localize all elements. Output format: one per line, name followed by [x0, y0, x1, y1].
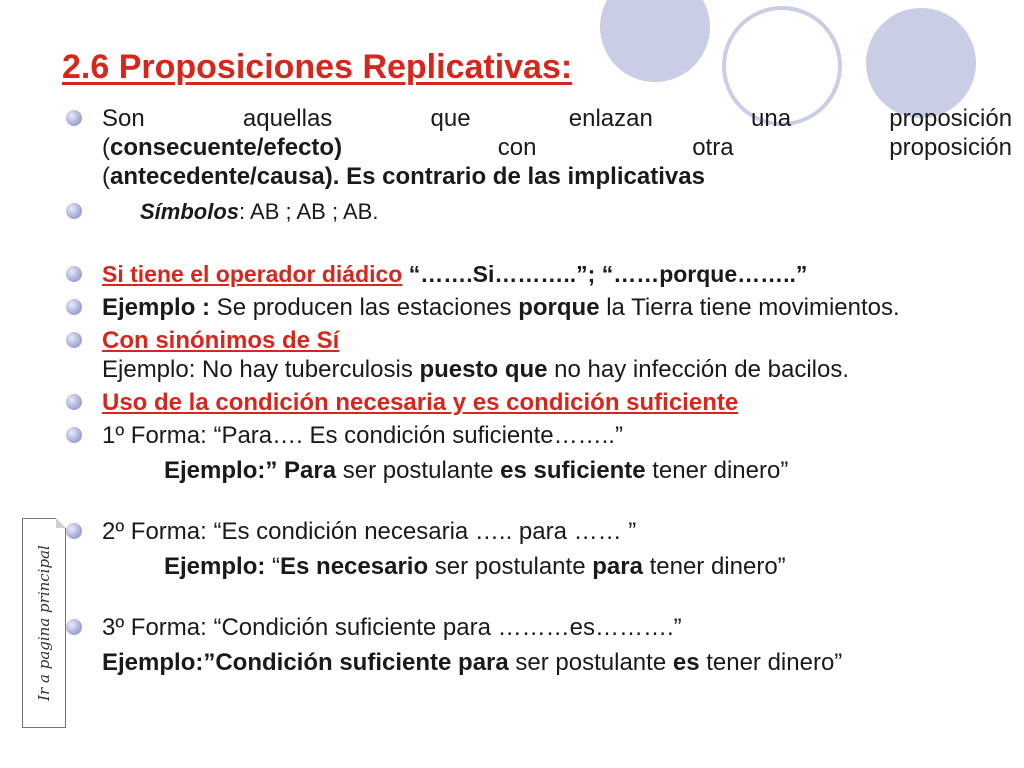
bullet-icon: [66, 110, 82, 126]
definition-line-1: Son aquellas que enlazan una proposición: [102, 105, 1013, 132]
bullet-icon: [66, 266, 82, 282]
bullet-icon: [66, 299, 82, 315]
bullet-icon: [66, 394, 82, 410]
decorative-circle-3: [866, 8, 976, 118]
list-item-operator: Si tiene el operador diádico “…….Si………..”; “……porque……..”: [64, 260, 1012, 289]
list-item-symbols: Símbolos: AB ; AB ; AB.: [64, 197, 1012, 226]
example-form-1: Ejemplo:” Para ser postulante es suficiente tener dinero”: [164, 457, 789, 484]
bullet-icon: [66, 427, 82, 443]
example-form-3: Ejemplo:”Condición suficiente para ser postulante es tener dinero”: [102, 649, 843, 676]
list-item-form-3: 3º Forma: “Condición suficiente para ………es……….”: [64, 613, 1012, 642]
list-item-definition: [64, 104, 1012, 191]
slide-content: [64, 104, 1012, 677]
bullet-icon: [66, 203, 82, 219]
list-item-synonyms: Con sinónimos de Sí Ejemplo: No hay tuberculosis puesto que no hay infección de bacilos.: [64, 326, 1012, 384]
bullet-icon: [66, 523, 82, 539]
home-page-link-label: Ir a pagina principal: [35, 545, 53, 701]
home-page-link[interactable]: [22, 518, 66, 728]
list-item-form-1: 1º Forma: “Para…. Es condición suficiente……..”: [64, 421, 1012, 450]
bullet-icon: [66, 332, 82, 348]
definition-line-3: (antecedente/causa). Es contrario de las implicativas: [102, 163, 705, 190]
decorative-circle-1: [600, 0, 710, 82]
bullet-icon: [66, 619, 82, 635]
page-fold-icon: [56, 518, 66, 528]
list-item-form-2: 2º Forma: “Es condición necesaria ….. para …… ”: [64, 517, 1012, 546]
example-form-2: Ejemplo: “Es necesario ser postulante para tener dinero”: [164, 553, 786, 580]
list-item-conditions: Uso de la condición necesaria y es condición suficiente: [64, 388, 1012, 417]
definition-line-2: (consecuente/efecto) con otra proposición: [102, 134, 1012, 161]
page-title: 2.6 Proposiciones Replicativas:: [62, 48, 573, 86]
list-item-example-1: Ejemplo : Se producen las estaciones porque la Tierra tiene movimientos.: [64, 293, 1012, 322]
